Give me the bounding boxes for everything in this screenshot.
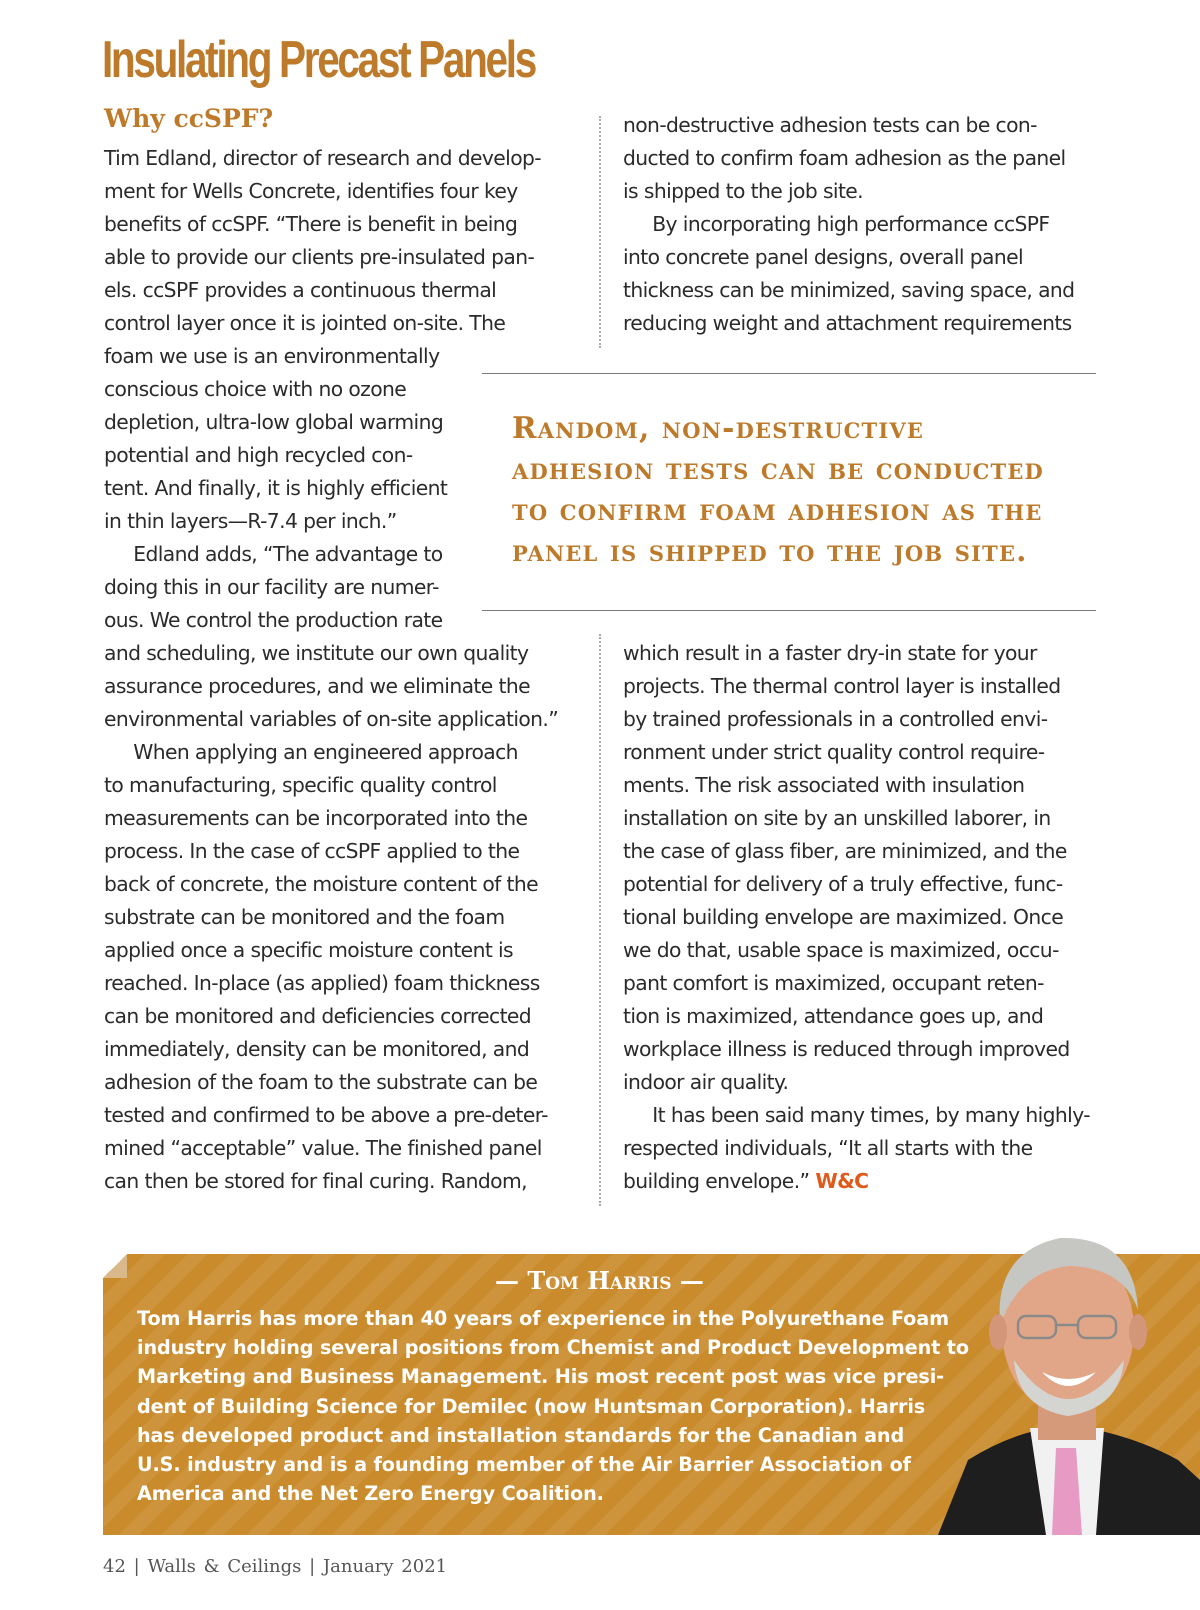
- author-name: — Tom Harris —: [495, 1266, 704, 1295]
- section-subhead: Why ccSPF?: [104, 104, 274, 133]
- footer-separator: |: [133, 1556, 140, 1577]
- end-mark: W&C: [815, 1169, 869, 1193]
- column-2-top-text: non-destructive adhesion tests can be con- ducted to confirm foam adhesion as the panel is shipped to the job site. By incorporating high performance ccSPF into concrete panel designs, overall panel thickness can be minimized, saving space, and reducing weight and attachment requirements: [623, 113, 1075, 335]
- article-title: Insulating Precast Panels: [102, 31, 535, 89]
- column-divider-bottom: [599, 634, 601, 1206]
- column-2-bottom-text: [623, 637, 1090, 1198]
- pull-quote: Random, non-destructive adhesion tests can be conducted to confirm foam adhesion as the panel is shipped to the job site.: [512, 410, 1044, 568]
- page-footer: [103, 1556, 447, 1577]
- pull-quote-top-rule: [482, 373, 1096, 374]
- column-1-top-text: Tim Edland, director of research and develop- ment for Wells Concrete, identifies four key benefits of ccSPF. “There is benefit in being able to provide our clients pre-insulated pan- els. ccSPF provides a continuous thermal control layer once it is jointed on-site. The: [104, 146, 542, 335]
- footer-separator: |: [309, 1556, 316, 1577]
- magazine-name: Walls & Ceilings: [147, 1556, 302, 1577]
- column-1-narrow-text: foam we use is an environmentally conscious choice with no ozone depletion, ultra-low global warming potential and high recycled con- tent. And finally, it is highly efficient in thin layers—R-7.4 per inch.” Edland adds, “The advantage to doing this in our facility are numer- ous. We control the production rate: [104, 344, 448, 632]
- author-bio-text: Tom Harris has more than 40 years of experience in the Polyurethane Foam industry holding several positions from Chemist and Product Development to Marketing and Business Management. His most recent post was vice presi- dent of Building Science for Demilec (now Huntsman Corporation). Harris has developed product and installation standards for the Canadian and U.S. industry and is a founding member of the Air Barrier Association of America and the Net Zero Energy Coalition.: [137, 1307, 969, 1506]
- bio-box-corner-fold: [103, 1254, 127, 1278]
- issue-date: January 2021: [322, 1556, 448, 1577]
- column-2-bottom-body: which result in a faster dry-in state for your projects. The thermal control layer is installed by trained professionals in a controlled envi- ronment under strict quality control require- ments. The risk associated with insulation installation on site by an unskilled laborer, in the case of glass fiber, are minimized, and the potential for delivery of a truly effective, func- tional building envelope are maximized. Once we do that, usable space is maximized, occu- pant comfort is maximized, occupant reten- tion is maximized, attendance goes up, and workplace illness is reduced through improved indoor air quality. It has been said many times, by many highly- respected individuals, “It all starts with the building envelope.”: [623, 641, 1090, 1193]
- page-number: 42: [103, 1556, 126, 1577]
- pull-quote-bottom-rule: [482, 610, 1096, 611]
- column-1-bottom-text: and scheduling, we institute our own quality assurance procedures, and we eliminate the environmental variables of on-site application.” When applying an engineered approach to manufacturing, specific quality control measurements can be incorporated into the process. In the case of ccSPF applied to the back of concrete, the moisture content of the substrate can be monitored and the foam applied once a specific moisture content is reached. In-place (as applied) foam thickness can be monitored and deficiencies corrected immediately, density can be monitored, and adhesion of the foam to the substrate can be tested and confirmed to be above a pre-deter- mined “acceptable” value. The finished panel can then be stored for final curing. Random,: [104, 641, 559, 1193]
- author-portrait: [938, 1210, 1200, 1535]
- column-divider-top: [599, 116, 601, 348]
